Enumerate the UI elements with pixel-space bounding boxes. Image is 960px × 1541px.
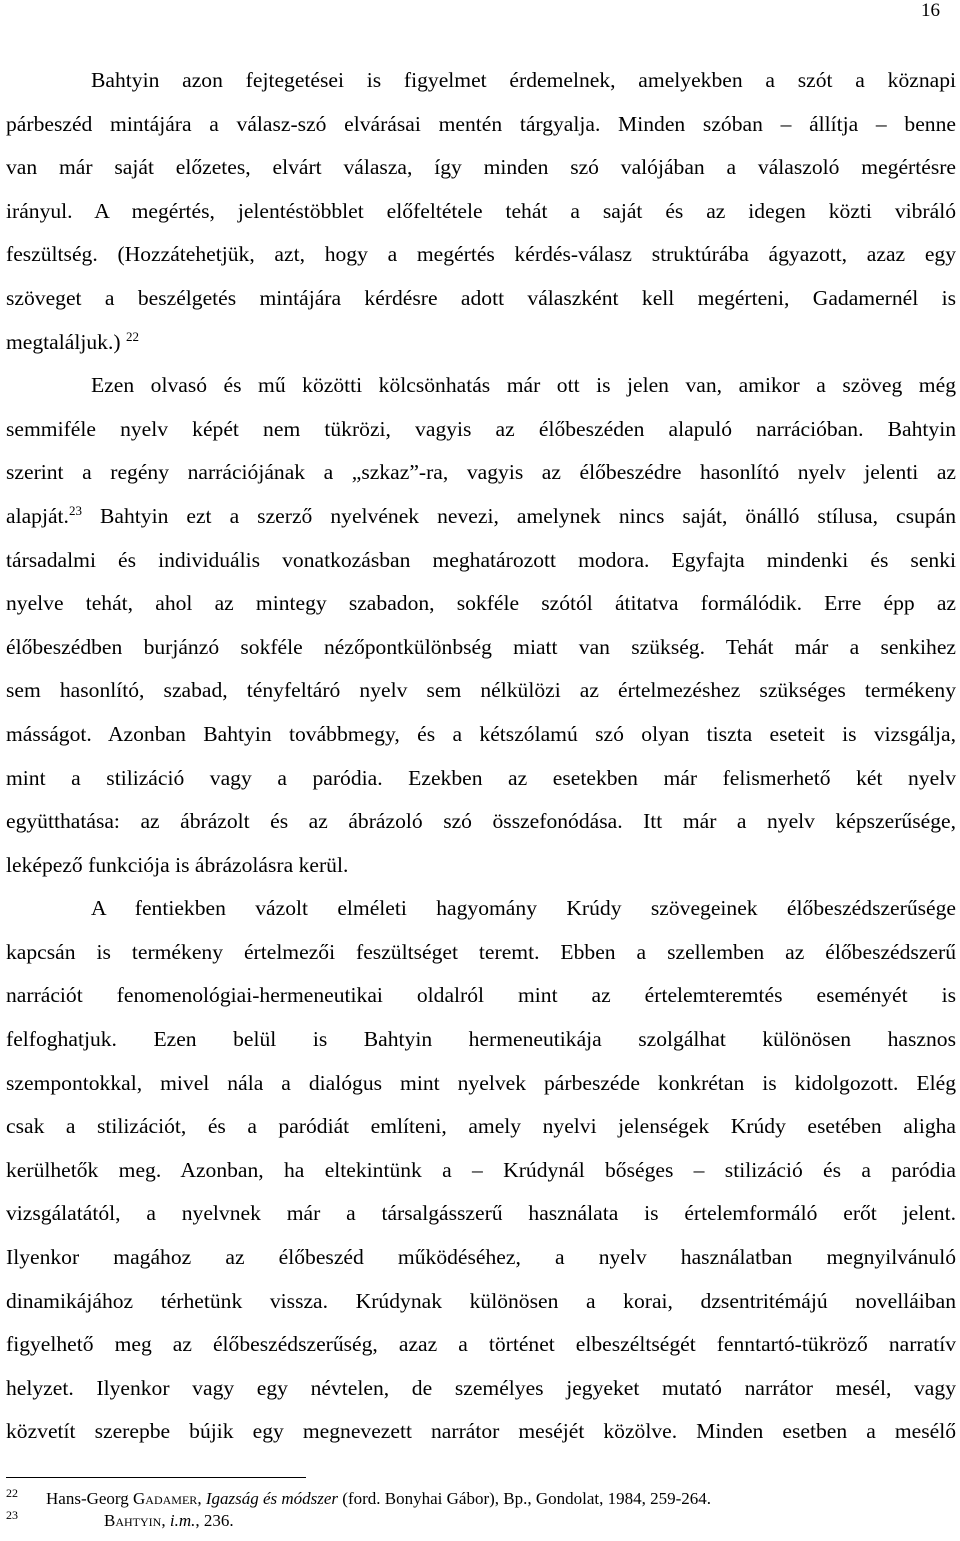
- footnote-separator: [6, 1477, 306, 1478]
- text-line: sem hasonlító, szabad, tényfeltáró nyelv sem nélkülözi az értelmezéshez szükséges termékeny: [6, 678, 956, 703]
- text-line: [6, 495, 956, 539]
- footnote-title: Igazság és módszer: [205, 1489, 339, 1508]
- main-text: [6, 59, 956, 1454]
- text-line: figyelhető meg az élőbeszédszerűség, azaz a történet elbeszéltségét fenntartó-tükröző narratív: [6, 1332, 956, 1357]
- text-line: élőbeszédben burjánzó sokféle nézőpontkülönbség miatt van szükség. Tehát már a senkihez: [6, 634, 956, 659]
- text-line: leképező funkciója is ábrázolásra kerül.: [6, 852, 349, 877]
- footnote-text: Hans-Georg Gadamer, Igazság és módszer (ford. Bonyhai Gábor), Bp., Gondolat, 1984, 259-264.: [46, 1489, 712, 1508]
- text-line: szerint a regény narrációjának a „szkaz”-ra, vagyis az élőbeszédre hasonlító nyelv jelenti az: [6, 460, 956, 485]
- text-line: társadalmi és individuális vonatkozásban meghatározott modora. Egyfajta mindenki és senki: [6, 547, 956, 572]
- footnote-author: Hans-Georg: [46, 1489, 129, 1508]
- text-line: közvetít szerepbe bújik egy megnevezett narrátor meséjét közölve. Minden esetben a mesélő: [6, 1419, 956, 1444]
- text-line: felfoghatjuk. Ezen belül is Bahtyin hermeneutikája szolgálhat különösen hasznos: [6, 1027, 956, 1052]
- footnote-number: 22: [6, 1486, 18, 1500]
- footnote-rest: (ford. Bonyhai Gábor), Bp., Gondolat, 1984, 259-264.: [338, 1489, 712, 1508]
- text-line: [6, 321, 956, 365]
- text-line: Ilyenkor magához az élőbeszéd működéséhez, a nyelv használatban megnyilvánuló: [6, 1245, 956, 1270]
- text-line: semmiféle nyelv képét nem tükrözi, vagyis az élőbeszéden alapuló narrációban. Bahtyin: [6, 416, 956, 441]
- footnote-ref: 23: [68, 502, 82, 518]
- text-line: dinamikájához térhetünk vissza. Krúdynak különösen a korai, dzsentritémájú novelláiban: [6, 1288, 956, 1313]
- footnote-author-surname: Gadamer: [133, 1489, 198, 1508]
- text-line: kerülhetők meg. Azonban, ha eltekintünk a – Krúdynál bőséges – stilizáció és a paródia: [6, 1157, 956, 1182]
- text-line: mint a stilizáció vagy a paródia. Ezekben az esetekben már felismerhető két nyelv: [6, 765, 956, 790]
- text-line: szöveget a beszélgetés mintájára kérdésre adott válaszként kell megérteni, Gadamernél is: [6, 285, 956, 310]
- text-line: van már saját előzetes, elvárt válasza, így minden szó valójában a válaszoló megértésre: [6, 155, 956, 180]
- text-fragment: Bahtyin ezt a szerző nyelvének nevezi, amelynek nincs saját, önálló stílusa, csupán: [99, 503, 956, 528]
- footnote-text: Bahtyin, i.m., 236.: [104, 1511, 234, 1530]
- text-fragment: alapját.: [6, 503, 69, 528]
- text-line: feszültség. (Hozzátehetjük, azt, hogy a megértés kérdés-válasz struktúrába ágyazott, azaz egy: [6, 242, 956, 267]
- footnote-abbr: i.m.: [169, 1511, 196, 1530]
- footnote-author-surname: Bahtyin: [104, 1511, 162, 1530]
- text-fragment: megtaláljuk.): [6, 329, 121, 354]
- text-line: másságot. Azonban Bahtyin továbbmegy, és a kétszólamú szó olyan tiszta eseteit is vizsgálja,: [6, 721, 956, 746]
- text-line: vizsgálatától, a nyelvnek már a társalgásszerű használata is értelemformáló erőt jelent.: [6, 1201, 956, 1226]
- text-line: Bahtyin azon fejtegetései is figyelmet érdemelnek, amelyekben a szót a köznapi: [91, 68, 956, 92]
- footnotes: [6, 1488, 956, 1532]
- text-line: szempontokkal, mivel nála a dialógus mint nyelvek párbeszéde konkrétan is kidolgozott. Elég: [6, 1070, 956, 1095]
- footnote: [6, 1510, 956, 1532]
- text-line: A fentiekben vázolt elméleti hagyomány Krúdy szövegeinek élőbeszédszerűsége: [91, 896, 956, 921]
- text-line: nyelve tehát, ahol az mintegy szabadon, sokféle szótól átitatva formálódik. Erre épp az: [6, 591, 956, 616]
- text-line: együtthatása: az ábrázolt és az ábrázoló szó összefonódása. Itt már a nyelv képszerűsége,: [6, 809, 956, 834]
- text-line: irányul. A megértés, jelentéstöbblet előfeltétele tehát a saját és az idegen közti vibráló: [6, 198, 956, 223]
- text-line: párbeszéd mintájára a válasz-szó elvárásai mentén tárgyalja. Minden szóban – állítja – benne: [6, 111, 956, 136]
- text-line: kapcsán is termékeny értelmezői feszültséget teremt. Ebben a szellemben az élőbeszédszerű: [6, 939, 956, 964]
- footnote-rest: , 236.: [195, 1511, 234, 1530]
- footnote: [6, 1488, 956, 1510]
- text-line: narrációt fenomenológiai-hermeneutikai oldalról mint az értelemteremtés eseményét is: [6, 983, 956, 1008]
- footnote-number: 23: [6, 1508, 18, 1522]
- page-number: 16: [921, 0, 940, 21]
- text-line: Ezen olvasó és mű közötti kölcsönhatás már ott is jelen van, amikor a szöveg még: [91, 373, 956, 398]
- footnote-ref: 22: [125, 328, 139, 344]
- text-line: helyzet. Ilyenkor vagy egy névtelen, de személyes jegyeket mutató narrátor mesél, vagy: [6, 1375, 956, 1400]
- text-line: csak a stilizációt, és a paródiát említeni, amely nyelvi jelenségek Krúdy esetében aligha: [6, 1114, 956, 1139]
